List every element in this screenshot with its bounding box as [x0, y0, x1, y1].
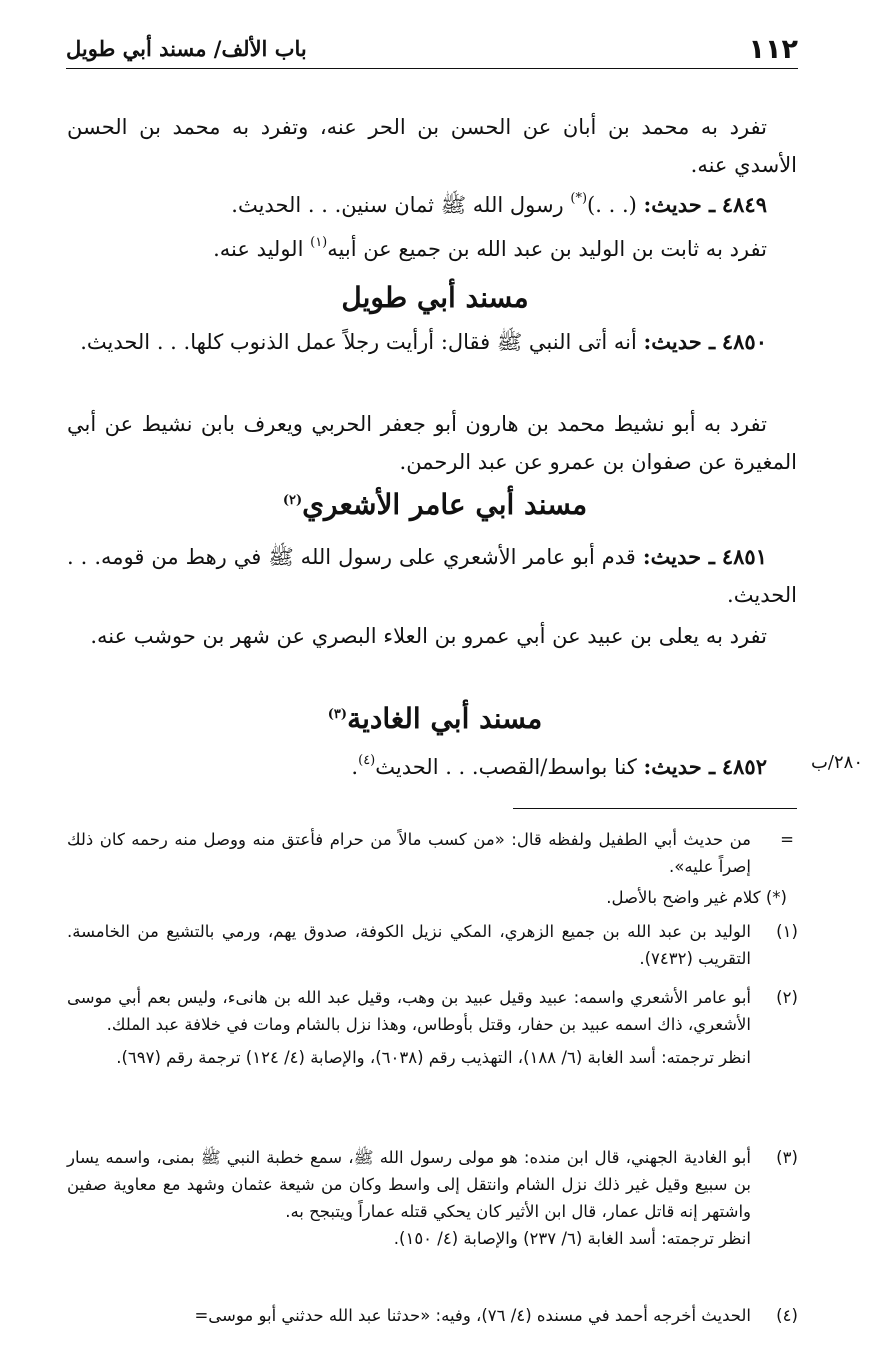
- hadith-number: ٤٨٥٠: [721, 329, 767, 354]
- paragraph-text: تفرد به ثابت بن الوليد بن عبد الله بن جميع عن أبيه: [327, 237, 767, 261]
- paragraph: [67, 405, 797, 481]
- section-heading: [70, 702, 800, 735]
- heading-text: مسند أبي عامر الأشعري: [302, 488, 588, 521]
- footnote-ref: (٤): [358, 753, 376, 768]
- paragraph-text: تفرد به أبو نشيط محمد بن هارون أبو جعفر الحربي ويعرف بابن نشيط عن أبي المغيرة عن صفوان بن عمرو عن عبد الرحمن.: [67, 412, 797, 474]
- hadith-text: أنه أتى النبي ﷺ فقال: أرأيت رجلاً عمل الذنوب كلها. . . الحديث.: [80, 330, 637, 354]
- footnote-mark: (٣): [776, 1148, 798, 1167]
- running-title: باب الألف/ مسند أبي طويل: [66, 36, 307, 61]
- paragraph-text: الوليد عنه.: [213, 237, 304, 261]
- manuscript-folio-note: ٢٨٠/ب: [810, 752, 863, 773]
- paragraph: [67, 230, 797, 268]
- footnote-text: انظر ترجمته: أسد الغابة (٦/ ١٨٨)، التهذيب رقم (٦٠٣٨)، والإصابة (٤/ ١٢٤) ترجمة رقم (٦٩٧).: [116, 1048, 751, 1067]
- hadith-label: ـ حديث:: [643, 329, 716, 354]
- hadith-label: ـ حديث:: [642, 544, 715, 569]
- footnote-rule: [513, 808, 797, 809]
- footnote-ref: (٢): [282, 493, 303, 508]
- footnote-text: الحديث أخرجه أحمد في مسنده (٤/ ٧٦)، وفيه: «حدثنا عبد الله حدثني أبو موسى=: [194, 1306, 751, 1325]
- page-header: [66, 32, 798, 72]
- hadith-4851: [67, 538, 797, 614]
- header-rule: [66, 68, 798, 69]
- section-heading: [70, 488, 800, 521]
- paragraph-text: تفرد به يعلى بن عبيد عن أبي عمرو بن العلاء البصري عن شهر بن حوشب عنه.: [90, 624, 767, 648]
- footnote-text: أبو الغادية الجهني، قال ابن منده: هو مولى رسول الله ﷺ، سمع خطبة النبي ﷺ بمنى، واسمه يسار بن سبيع وقيل غير ذلك نزل الشام وانتقل إلى واسط وكان من شيعة عثمان وشهد مع معاوية صفين واشتهر إنه قاتل عمار، قال ابن الأثير كان يحكي قتله عماراً ويتبجح به.: [67, 1148, 751, 1221]
- footnote-mark: =: [780, 830, 794, 849]
- footnote-mark: (٢): [776, 988, 798, 1007]
- footnote-3: [67, 1144, 797, 1252]
- hadith-label: ـ حديث:: [643, 192, 716, 217]
- footnote-1: [67, 918, 797, 972]
- footnote-text: (*) كلام غير واضح بالأصل.: [606, 888, 787, 907]
- hadith-4849: [67, 186, 797, 224]
- footnote-ref: (١): [310, 235, 328, 250]
- footnote-continued: [67, 826, 797, 880]
- paragraph: [67, 617, 797, 655]
- footnote-text: الوليد بن عبد الله بن جميع الزهري، المكي نزيل الكوفة، صدوق يهم، ورمي بالتشيع من الخامسة. التقريب (٧٤٣٢).: [67, 922, 751, 968]
- hadith-label: ـ حديث:: [643, 754, 716, 779]
- footnote-4: [67, 1302, 797, 1329]
- hadith-4852: [67, 748, 797, 786]
- footnote-text: من حديث أبي الطفيل ولفظه قال: «من كسب مالاً من حرام فأعتق منه ووصل منه رحمه كان ذلك إصراً عليه».: [67, 830, 751, 876]
- footnote-star: [67, 884, 797, 911]
- heading-text: مسند أبي الغادية: [347, 702, 543, 735]
- footnote-mark: (١): [776, 922, 798, 941]
- footnote-2: [67, 984, 797, 1071]
- footnote-ref: (*): [570, 191, 588, 206]
- hadith-4850: [67, 323, 797, 361]
- footnote-text: أبو عامر الأشعري واسمه: عبيد وقيل عبيد بن وهب، وقيل عبد الله بن هانىء، وليس بعم أبي موسى الأشعري، ذاك اسمه عبيد بن حفار، وقتل بأوطاس، وهذا نزل بالشام ومات في خلافة عبد الملك.: [67, 988, 751, 1034]
- page-number: ١١٢: [748, 34, 798, 65]
- footnote-mark: (٤): [776, 1306, 798, 1325]
- footnote-text: انظر ترجمته: أسد الغابة (٦/ ٢٣٧) والإصابة (٤/ ١٥٠).: [393, 1229, 751, 1248]
- hadith-number: ٤٨٤٩: [721, 192, 767, 217]
- footnote-ref: (٣): [327, 707, 348, 722]
- hadith-text-end: .: [351, 755, 359, 779]
- section-heading: مسند أبي طويل: [341, 281, 529, 314]
- paragraph: [67, 108, 797, 184]
- hadith-text: قدم أبو عامر الأشعري على رسول الله ﷺ في رهط من قومه. . . الحديث.: [67, 545, 797, 607]
- paragraph-text: تفرد به محمد بن أبان عن الحسن بن الحر عنه، وتفرد به محمد بن الحسن الأسدي عنه.: [67, 115, 797, 177]
- hadith-text: كنا بواسط/القصب. . . الحديث: [375, 755, 637, 779]
- hadith-text: (. . .): [587, 193, 637, 217]
- hadith-text: رسول الله ﷺ ثمان سنين. . . الحديث.: [231, 193, 564, 217]
- hadith-number: ٤٨٥١: [721, 544, 767, 569]
- hadith-number: ٤٨٥٢: [721, 754, 767, 779]
